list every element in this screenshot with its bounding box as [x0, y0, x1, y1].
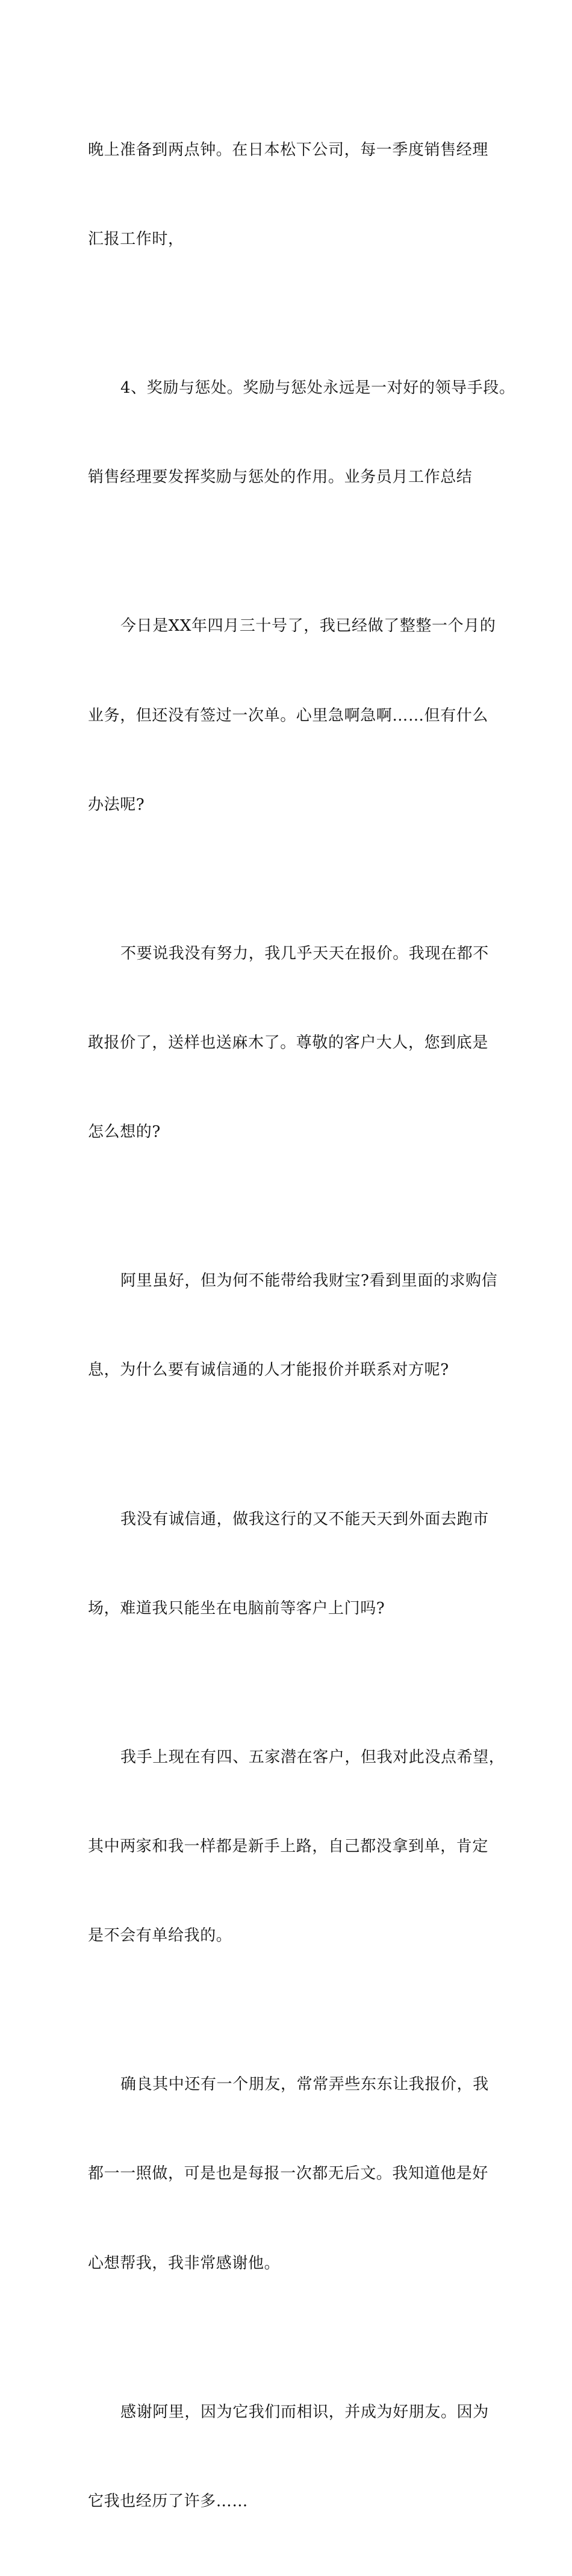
- text-line: 怎么想的?: [88, 1123, 161, 1142]
- text-line: 业务，但还没有签过一次单。心里急啊急啊……但有什么: [88, 706, 489, 725]
- text-line: 不要说我没有努力，我几乎天天在报价。我现在都不: [120, 944, 489, 963]
- document-body: [88, 76, 515, 2576]
- text-line: 我没有诚信通，做我这行的又不能天天到外面去跑市: [120, 1510, 489, 1528]
- paragraph: [88, 1683, 505, 2010]
- paragraph: [88, 1207, 498, 1445]
- text-line: 阿里虽好，但为何不能带给我财宝?看到里面的求购信: [120, 1272, 498, 1290]
- text-line: 场，难道我只能坐在电脑前等客户上门吗?: [88, 1599, 385, 1618]
- text-line: 是不会有单给我的。: [88, 1927, 232, 1945]
- paragraph: [88, 552, 496, 880]
- text-line: 感谢阿里，因为它我们而相识，并成为好朋友。因为: [120, 2402, 489, 2421]
- text-line: 确良其中还有一个朋友，常常弄些东东让我报价，我: [120, 2075, 489, 2094]
- paragraph: [88, 1445, 493, 1683]
- text-line: 心想帮我，我非常感谢他。: [88, 2254, 281, 2272]
- text-line: 汇报工作时，: [88, 230, 184, 249]
- text-line: 息，为什么要有诚信通的人才能报价并联系对方呢?: [88, 1361, 449, 1380]
- text-line: 都一一照做，可是也是每报一次都无后文。我知道他是好: [88, 2165, 489, 2183]
- text-line: 我手上现在有四、五家潜在客户，但我对此没点希望，: [120, 1748, 505, 1766]
- text-line: 敢报价了，送样也送麻木了。尊敬的客户大人，您到底是: [88, 1034, 489, 1052]
- text-line: 4、奖励与惩处。奖励与惩处永远是一对好的领导手段。: [120, 379, 515, 398]
- paragraph: [88, 76, 493, 314]
- text-line: 晚上准备到两点钟。在日本松下公司，每一季度销售经理: [88, 140, 489, 159]
- text-line: 办法呢?: [88, 795, 145, 814]
- paragraph: [88, 2010, 493, 2337]
- paragraph: [88, 880, 493, 1207]
- paragraph: [88, 2338, 493, 2576]
- text-line: 销售经理要发挥奖励与惩处的作用。业务员月工作总结: [88, 468, 473, 487]
- text-line: 今日是XX年四月三十号了，我已经做了整整一个月的: [120, 617, 496, 636]
- paragraph: [88, 314, 515, 552]
- text-line: 其中两家和我一样都是新手上路，自己都没拿到单，肯定: [88, 1837, 489, 1855]
- text-line: 它我也经历了许多……: [88, 2492, 249, 2510]
